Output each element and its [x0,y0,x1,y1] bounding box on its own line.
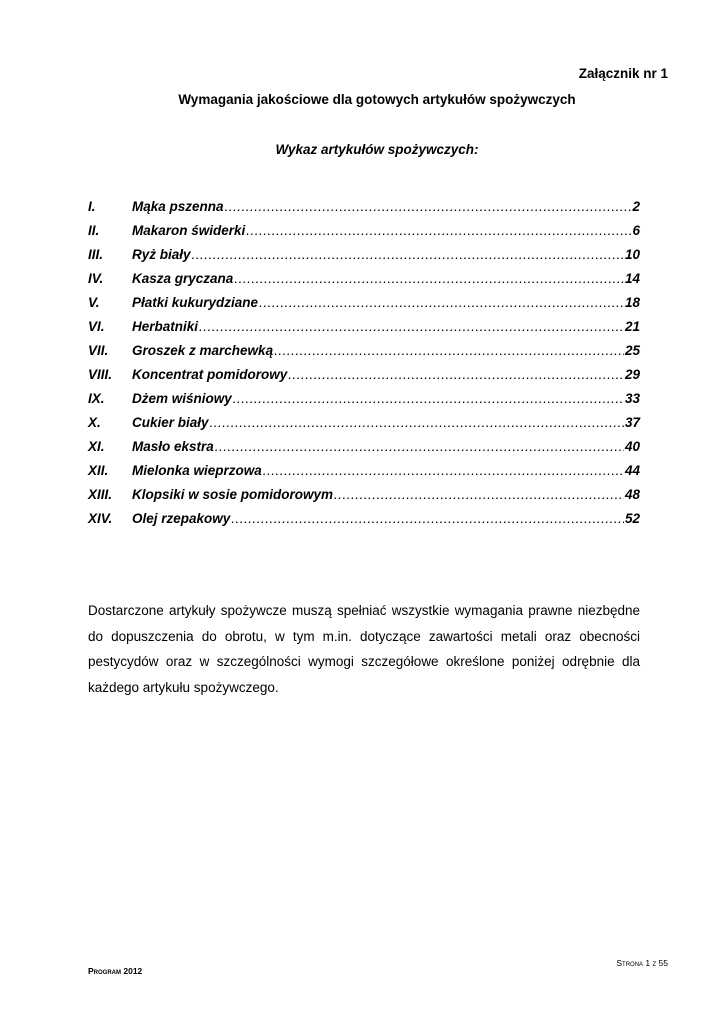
toc-entry[interactable] [88,223,640,247]
toc-entry-title: Kasza gryczana [132,271,234,286]
toc-dot-leader [274,343,624,358]
toc-dot-leader [199,319,624,334]
toc-entry-number: I. [88,199,96,214]
toc-dot-leader [288,367,624,382]
toc-dot-leader [192,247,624,262]
toc-entry-page: 40 [624,439,640,454]
toc-entry-page: 29 [624,367,640,382]
toc-entry-title: Płatki kukurydziane [132,295,259,310]
toc-entry[interactable] [88,271,640,295]
toc-entry-title: Cukier biały [132,415,209,430]
table-of-contents [88,199,640,535]
program-label: Program 2012 [88,966,143,976]
toc-entry-page: 25 [624,343,640,358]
page-number: Strona 1 z 55 [616,958,668,968]
toc-entry-number: IV. [88,271,104,286]
toc-entry-page: 6 [632,223,640,238]
toc-dot-leader [215,439,624,454]
toc-entry[interactable] [88,391,640,415]
toc-entry-page: 44 [624,463,640,478]
toc-entry-page: 2 [632,199,640,214]
toc-entry-page: 14 [624,271,640,286]
toc-entry-page: 21 [624,319,640,334]
toc-entry[interactable] [88,367,640,391]
toc-entry-number: XIII. [88,487,113,502]
toc-entry-number: II. [88,223,100,238]
toc-entry-page: 18 [624,295,640,310]
toc-dot-leader [210,415,624,430]
toc-entry-title: Groszek z marchewką [132,343,274,358]
toc-entry[interactable] [88,295,640,319]
toc-entry-number: X. [88,415,101,430]
toc-entry[interactable] [88,319,640,343]
toc-entry-number: VIII. [88,367,113,382]
toc-entry[interactable] [88,343,640,367]
toc-entry-page: 10 [624,247,640,262]
toc-entry-page: 48 [624,487,640,502]
toc-dot-leader [334,487,624,502]
toc-entry-number: XII. [88,463,109,478]
toc-entry-number: IX. [88,391,105,406]
toc-entry[interactable] [88,415,640,439]
toc-entry-title: Mielonka wieprzowa [132,463,262,478]
toc-dot-leader [259,295,624,310]
toc-entry-page: 33 [624,391,640,406]
requirements-paragraph: Dostarczone artykuły spożywcze muszą spełniać wszystkie wymagania prawne niezbędne do dopuszczenia do obrotu, w tym m.in. dotyczące zawartości metali oraz obecności pestycydów oraz w szczególności wymogi szczegółowe określone poniżej odrębnie dla każdego artykułu spożywczego. [88,603,640,695]
toc-entry-number: III. [88,247,104,262]
toc-entry-number: V. [88,295,100,310]
toc-entry-page: 52 [624,511,640,526]
toc-entry-number: VII. [88,343,109,358]
toc-entry-title: Mąka pszenna [132,199,224,214]
toc-entry-title: Masło ekstra [132,439,214,454]
toc-dot-leader [225,199,632,214]
list-subtitle: Wykaz artykułów spożywczych: [275,142,479,157]
toc-entry-title: Makaron świderki [132,223,246,238]
toc-entry[interactable] [88,247,640,271]
toc-entry-title: Herbatniki [132,319,199,334]
toc-entry-title: Dżem wiśniowy [132,391,232,406]
toc-entry-number: XI. [88,439,105,454]
toc-entry[interactable] [88,511,640,535]
toc-entry[interactable] [88,463,640,487]
toc-entry[interactable] [88,439,640,463]
toc-entry-title: Olej rzepakowy [132,511,231,526]
annex-label: Załącznik nr 1 [578,66,668,81]
toc-entry-page: 37 [624,415,640,430]
toc-dot-leader [246,223,631,238]
toc-entry-number: VI. [88,319,105,334]
toc-entry-title: Klopsiki w sosie pomidorowym [132,487,334,502]
toc-dot-leader [263,463,624,478]
toc-entry[interactable] [88,199,640,223]
toc-entry-number: XIV. [88,511,113,526]
document-title: Wymagania jakościowe dla gotowych artykułów spożywczych [178,92,576,107]
toc-dot-leader [233,391,624,406]
toc-entry[interactable] [88,487,640,511]
toc-entry-title: Ryż biały [132,247,191,262]
toc-dot-leader [234,271,624,286]
toc-dot-leader [231,511,624,526]
toc-entry-title: Koncentrat pomidorowy [132,367,288,382]
